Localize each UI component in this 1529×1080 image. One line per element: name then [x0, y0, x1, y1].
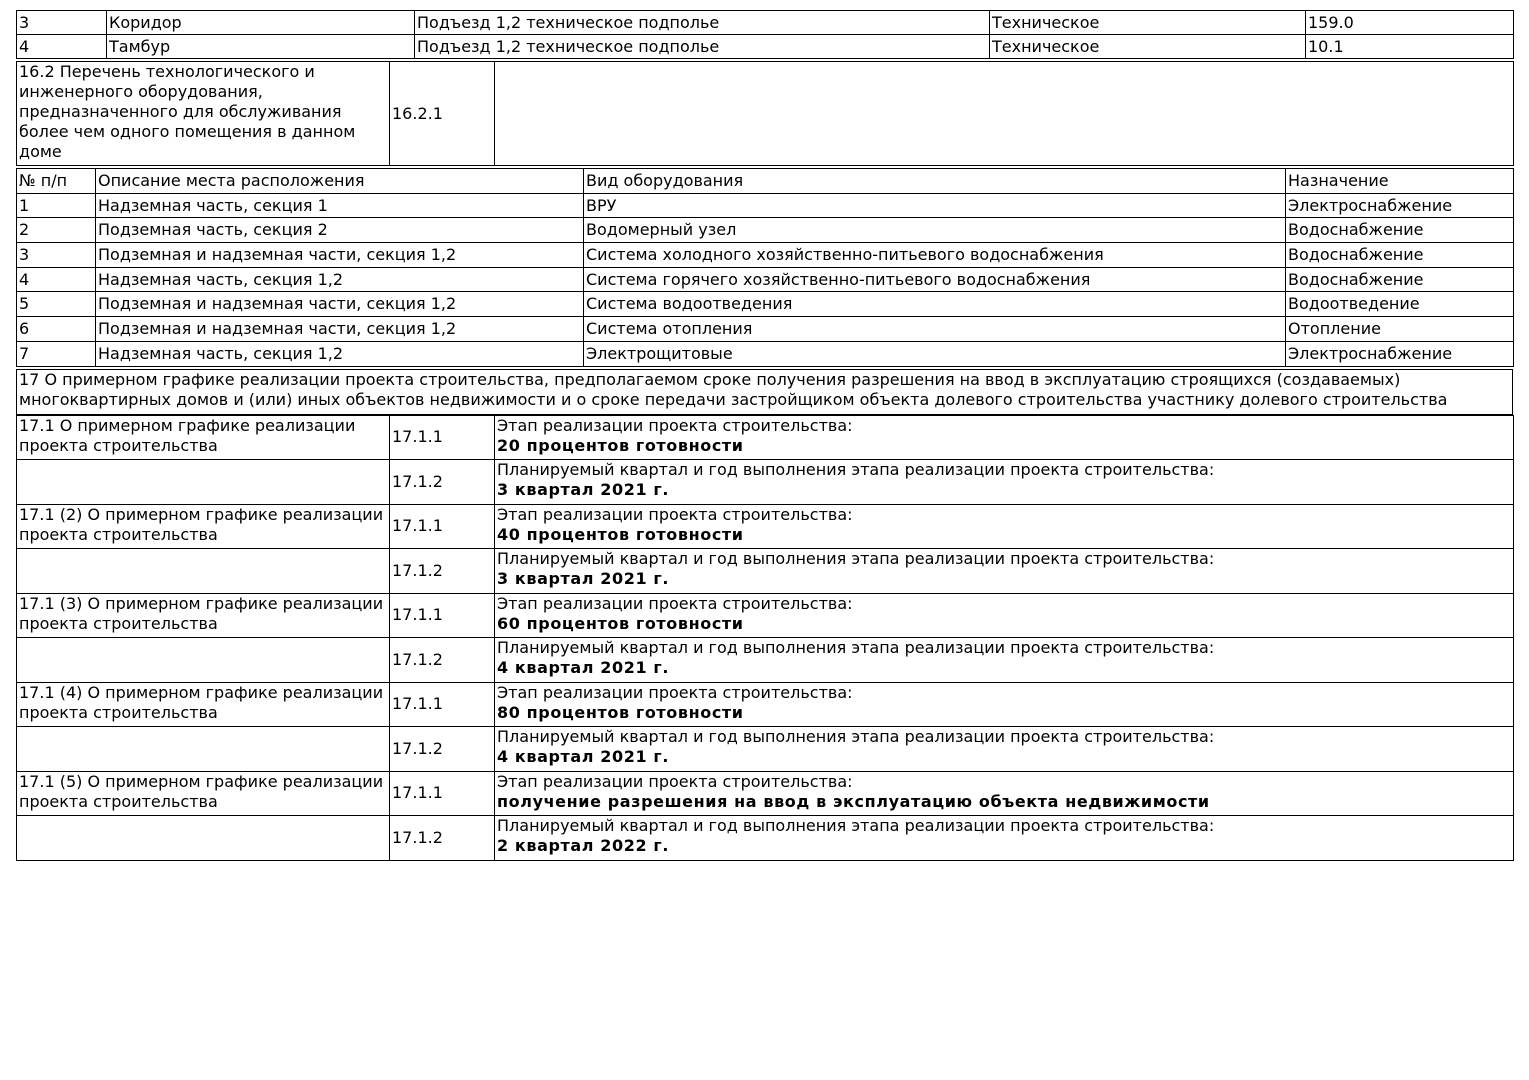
header-purpose: Назначение [1286, 169, 1514, 194]
quarter-label: Планируемый квартал и год выполнения этапа реализации проекта строительства: [497, 460, 1215, 479]
stage-label: Этап реализации проекта строительства: [497, 504, 853, 524]
room-num: 4 [17, 35, 107, 59]
schedule-title: 17.1 (2) О примерном графике реализации проекта строительства [17, 504, 390, 549]
header-location: Описание места расположения [96, 169, 584, 194]
schedule-row [17, 415, 1514, 460]
section-16-2-code: 16.2.1 [390, 62, 495, 166]
schedule-row [17, 682, 1514, 727]
eq-kind: Водомерный узел [584, 218, 1286, 243]
schedule-code: 17.1.2 [390, 549, 495, 594]
eq-location: Подземная и надземная части, секция 1,2 [96, 243, 584, 268]
stage-value: 40 процентов готовности [497, 524, 744, 544]
schedule-stage [495, 504, 1514, 549]
eq-kind: Система холодного хозяйственно-питьевого водоснабжения [584, 243, 1286, 268]
eq-kind: ВРУ [584, 193, 1286, 218]
eq-num: 5 [17, 292, 96, 317]
quarter-value: 3 квартал 2021 г. [497, 569, 670, 588]
schedule-empty [17, 816, 390, 861]
eq-purpose: Электроснабжение [1286, 193, 1514, 218]
eq-kind: Система горячего хозяйственно-питьевого водоснабжения [584, 267, 1286, 292]
room-name: Тамбур [107, 35, 415, 59]
schedule-table [16, 415, 1514, 861]
table-row [17, 11, 1514, 35]
schedule-title: 17.1 (4) О примерном графике реализации проекта строительства [17, 682, 390, 727]
schedule-row [17, 638, 1514, 683]
eq-location: Надземная часть, секция 1,2 [96, 341, 584, 366]
schedule-row [17, 593, 1514, 638]
table-row [17, 369, 1513, 414]
schedule-code: 17.1.1 [390, 415, 495, 460]
eq-num: 4 [17, 267, 96, 292]
room-num: 3 [17, 11, 107, 35]
eq-num: 1 [17, 193, 96, 218]
schedule-stage [495, 771, 1514, 816]
room-area: 10.1 [1306, 35, 1514, 59]
stage-value: 80 процентов готовности [497, 702, 744, 722]
eq-location: Надземная часть, секция 1 [96, 193, 584, 218]
table-row [17, 218, 1514, 243]
eq-purpose: Электроснабжение [1286, 341, 1514, 366]
eq-location: Подземная и надземная части, секция 1,2 [96, 317, 584, 342]
quarter-label: Планируемый квартал и год выполнения этапа реализации проекта строительства: [497, 549, 1215, 568]
stage-label: Этап реализации проекта строительства: [497, 593, 853, 613]
quarter-value: 4 квартал 2021 г. [497, 747, 670, 766]
schedule-quarter [495, 549, 1514, 594]
table-row [17, 35, 1514, 59]
table-row [17, 243, 1514, 268]
table-row [17, 193, 1514, 218]
eq-kind: Система водоотведения [584, 292, 1286, 317]
eq-location: Надземная часть, секция 1,2 [96, 267, 584, 292]
schedule-row [17, 771, 1514, 816]
schedule-code: 17.1.2 [390, 727, 495, 772]
schedule-code: 17.1.1 [390, 682, 495, 727]
eq-location: Подземная часть, секция 2 [96, 218, 584, 243]
eq-kind: Система отопления [584, 317, 1286, 342]
schedule-stage [495, 415, 1514, 460]
schedule-row [17, 549, 1514, 594]
document-page [16, 10, 1513, 861]
schedule-row [17, 504, 1514, 549]
eq-num: 3 [17, 243, 96, 268]
schedule-empty [17, 638, 390, 683]
stage-label: Этап реализации проекта строительства: [497, 771, 853, 791]
schedule-quarter [495, 460, 1514, 505]
quarter-value: 4 квартал 2021 г. [497, 658, 670, 677]
header-num: № п/п [17, 169, 96, 194]
table-row [17, 267, 1514, 292]
quarter-value: 2 квартал 2022 г. [497, 836, 670, 855]
stage-value: 60 процентов готовности [497, 613, 744, 633]
table-row [17, 62, 1514, 166]
schedule-stage [495, 593, 1514, 638]
schedule-row [17, 816, 1514, 861]
table-row [17, 317, 1514, 342]
room-area: 159.0 [1306, 11, 1514, 35]
rooms-table [16, 10, 1514, 59]
stage-label: Этап реализации проекта строительства: [497, 415, 853, 435]
schedule-code: 17.1.1 [390, 593, 495, 638]
eq-kind: Электрощитовые [584, 341, 1286, 366]
room-name: Коридор [107, 11, 415, 35]
schedule-empty [17, 460, 390, 505]
quarter-value: 3 квартал 2021 г. [497, 480, 670, 499]
schedule-row [17, 460, 1514, 505]
table-row [17, 292, 1514, 317]
schedule-code: 17.1.1 [390, 771, 495, 816]
room-location: Подъезд 1,2 техническое подполье [415, 35, 990, 59]
schedule-code: 17.1.2 [390, 638, 495, 683]
room-location: Подъезд 1,2 техническое подполье [415, 11, 990, 35]
eq-num: 7 [17, 341, 96, 366]
schedule-quarter [495, 638, 1514, 683]
eq-purpose: Водоотведение [1286, 292, 1514, 317]
schedule-title: 17.1 (5) О примерном графике реализации проекта строительства [17, 771, 390, 816]
quarter-label: Планируемый квартал и год выполнения этапа реализации проекта строительства: [497, 638, 1215, 657]
quarter-label: Планируемый квартал и год выполнения этапа реализации проекта строительства: [497, 727, 1215, 746]
eq-purpose: Отопление [1286, 317, 1514, 342]
room-type: Техническое [990, 35, 1306, 59]
stage-label: Этап реализации проекта строительства: [497, 682, 853, 702]
eq-num: 6 [17, 317, 96, 342]
eq-purpose: Водоснабжение [1286, 267, 1514, 292]
stage-value: получение разрешения на ввод в эксплуатацию объекта недвижимости [497, 791, 1210, 811]
schedule-code: 17.1.2 [390, 816, 495, 861]
section-16-2-title: 16.2 Перечень технологического и инженерного оборудования, предназначенного для обслуживания более чем одного помещения в данном доме [17, 62, 390, 166]
section-16-2-empty [495, 62, 1514, 166]
stage-value: 20 процентов готовности [497, 435, 744, 455]
quarter-label: Планируемый квартал и год выполнения этапа реализации проекта строительства: [497, 816, 1215, 835]
schedule-empty [17, 549, 390, 594]
section-17-table [16, 369, 1513, 415]
table-header-row [17, 169, 1514, 194]
schedule-stage [495, 682, 1514, 727]
header-kind: Вид оборудования [584, 169, 1286, 194]
schedule-quarter [495, 727, 1514, 772]
eq-purpose: Водоснабжение [1286, 243, 1514, 268]
eq-purpose: Водоснабжение [1286, 218, 1514, 243]
section-16-2-table [16, 61, 1514, 166]
schedule-code: 17.1.1 [390, 504, 495, 549]
eq-location: Подземная и надземная части, секция 1,2 [96, 292, 584, 317]
eq-num: 2 [17, 218, 96, 243]
table-row [17, 341, 1514, 366]
schedule-empty [17, 727, 390, 772]
schedule-quarter [495, 816, 1514, 861]
equipment-table [16, 168, 1514, 367]
schedule-title: 17.1 О примерном графике реализации проекта строительства [17, 415, 390, 460]
section-17-title: 17 О примерном графике реализации проекта строительства, предполагаемом сроке получения разрешения на ввод в эксплуатацию строящихся (создаваемых) многоквартирных домов и (или) иных объектов недвижимости и о сроке передачи застройщиком объекта долевого строительства участнику долевого строительства [17, 369, 1513, 414]
schedule-row [17, 727, 1514, 772]
schedule-title: 17.1 (3) О примерном графике реализации проекта строительства [17, 593, 390, 638]
schedule-code: 17.1.2 [390, 460, 495, 505]
room-type: Техническое [990, 11, 1306, 35]
